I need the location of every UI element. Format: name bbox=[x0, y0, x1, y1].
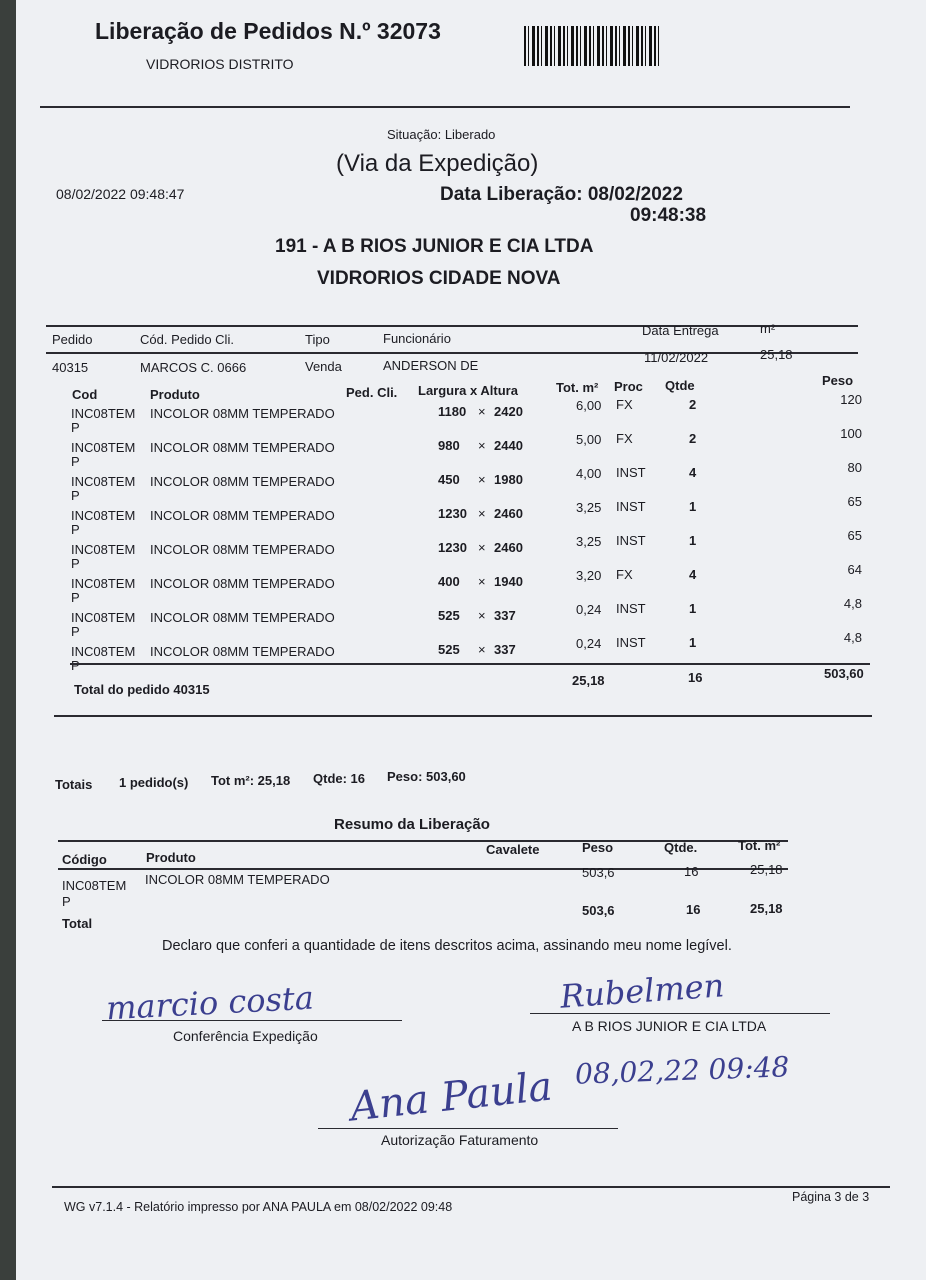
printed-datetime: 08/02/2022 09:48:47 bbox=[56, 186, 185, 202]
item-produto: INCOLOR 08MM TEMPERADO bbox=[150, 508, 335, 523]
footer-print-info: WG v7.1.4 - Relatório impresso por ANA PAULA em 08/02/2022 09:48 bbox=[64, 1200, 453, 1214]
item-tot-m2: 0,24 bbox=[576, 636, 602, 651]
footer-line bbox=[52, 1186, 890, 1188]
item-dimension-separator: × bbox=[478, 506, 486, 521]
release-time: 09:48:38 bbox=[630, 205, 707, 226]
item-altura: 1940 bbox=[494, 574, 523, 589]
item-altura: 2440 bbox=[494, 438, 523, 453]
item-peso: 65 bbox=[847, 494, 862, 509]
item-peso: 65 bbox=[847, 528, 862, 543]
item-produto: INCOLOR 08MM TEMPERADO bbox=[150, 644, 335, 659]
order-header-line bbox=[46, 352, 858, 354]
footer-page-number: Página 3 de 3 bbox=[792, 1190, 870, 1204]
col-tipo: Tipo bbox=[305, 332, 330, 347]
item-altura: 2460 bbox=[494, 506, 523, 521]
item-altura: 1980 bbox=[494, 472, 523, 487]
header-divider bbox=[40, 106, 850, 108]
item-tot-m2: 3,25 bbox=[576, 534, 602, 549]
item-largura: 525 bbox=[438, 642, 460, 657]
item-tot-m2: 4,00 bbox=[576, 466, 602, 481]
item-proc: INST bbox=[616, 465, 646, 480]
item-proc: INST bbox=[616, 499, 646, 514]
item-dimension-separator: × bbox=[478, 608, 486, 623]
item-cod: INC08TEM bbox=[71, 610, 136, 625]
item-tot-m2: 5,00 bbox=[576, 432, 602, 447]
item-cod-suffix: P bbox=[71, 454, 80, 469]
conferencia-signature-line bbox=[102, 1020, 402, 1021]
item-cod-suffix: P bbox=[71, 590, 80, 605]
item-tot-m2: 0,24 bbox=[576, 602, 602, 617]
resumo-col-qtde: Qtde. bbox=[664, 840, 698, 855]
resumo-col-cavalete: Cavalete bbox=[486, 842, 540, 857]
item-qtde: 1 bbox=[689, 499, 697, 514]
document-title: Liberação de Pedidos N.º 32073 bbox=[95, 18, 441, 44]
item-largura: 450 bbox=[438, 472, 460, 487]
item-cod: INC08TEM bbox=[71, 474, 136, 489]
item-proc: INST bbox=[616, 533, 646, 548]
resumo-total-peso: 503,6 bbox=[582, 903, 615, 918]
item-cod-suffix: P bbox=[71, 624, 80, 639]
item-produto: INCOLOR 08MM TEMPERADO bbox=[150, 610, 335, 625]
items-col-proc: Proc bbox=[614, 379, 643, 394]
item-cod-suffix: P bbox=[71, 658, 80, 673]
totals-m2: Tot m²: 25,18 bbox=[211, 773, 291, 788]
item-produto: INCOLOR 08MM TEMPERADO bbox=[150, 440, 335, 455]
item-tot-m2: 6,00 bbox=[576, 398, 602, 413]
item-peso: 120 bbox=[840, 392, 862, 407]
resumo-total-label: Total bbox=[62, 916, 93, 931]
item-qtde: 2 bbox=[689, 397, 697, 412]
items-col-dimensions: Largura x Altura bbox=[418, 383, 518, 398]
resumo-col-tot-m2: Tot. m² bbox=[738, 838, 781, 853]
conferencia-label: Conferência Expedição bbox=[173, 1028, 318, 1044]
col-pedido: Pedido bbox=[52, 332, 93, 347]
client-signature: Rubelmen bbox=[558, 966, 726, 1016]
item-altura: 2460 bbox=[494, 540, 523, 555]
item-cod: INC08TEM bbox=[71, 542, 136, 557]
resumo-total-tot: 25,18 bbox=[750, 901, 783, 916]
order-total-qtde: 16 bbox=[688, 670, 703, 685]
item-altura: 2420 bbox=[494, 404, 523, 419]
order-total-label: Total do pedido 40315 bbox=[74, 682, 210, 697]
declaration-text: Declaro que conferi a quantidade de itens descritos acima, assinando meu nome legível. bbox=[162, 938, 732, 954]
order-type: Venda bbox=[305, 359, 342, 374]
totals-label: Totais bbox=[55, 777, 93, 792]
item-dimension-separator: × bbox=[478, 472, 486, 487]
items-col-produto: Produto bbox=[150, 387, 200, 402]
item-proc: FX bbox=[616, 431, 633, 446]
autorizacao-signature-line bbox=[318, 1128, 618, 1129]
release-date: Data Liberação: 08/02/2022 bbox=[440, 184, 683, 205]
item-dimension-separator: × bbox=[478, 438, 486, 453]
order-number: 40315 bbox=[52, 360, 89, 375]
items-col-ped-cli: Ped. Cli. bbox=[346, 385, 398, 400]
item-peso: 80 bbox=[847, 460, 862, 475]
item-qtde: 4 bbox=[689, 465, 697, 480]
item-proc: FX bbox=[616, 397, 633, 412]
autorizacao-signature: Ana Paula bbox=[348, 1063, 555, 1131]
resumo-col-produto: Produto bbox=[146, 850, 196, 865]
resumo-row-tot: 25,18 bbox=[750, 862, 783, 877]
item-cod-suffix: P bbox=[71, 420, 80, 435]
order-total-m2: 25,18 bbox=[572, 673, 605, 688]
items-col-cod: Cod bbox=[72, 387, 98, 402]
resumo-col-codigo: Código bbox=[62, 852, 107, 867]
order-client-code: MARCOS C. 0666 bbox=[140, 360, 247, 375]
col-cod-pedido-cli: Cód. Pedido Cli. bbox=[140, 332, 234, 347]
order-employee: ANDERSON DE bbox=[383, 358, 479, 373]
resumo-row-produto: INCOLOR 08MM TEMPERADO bbox=[145, 872, 330, 887]
item-tot-m2: 3,20 bbox=[576, 568, 602, 583]
order-table-top-line bbox=[46, 325, 858, 327]
item-proc: FX bbox=[616, 567, 633, 582]
client-store: VIDRORIOS CIDADE NOVA bbox=[317, 268, 561, 289]
item-qtde: 4 bbox=[689, 567, 697, 582]
item-proc: INST bbox=[616, 601, 646, 616]
item-proc: INST bbox=[616, 635, 646, 650]
order-total-peso: 503,60 bbox=[824, 666, 864, 681]
resumo-header-line bbox=[58, 868, 788, 870]
item-peso: 64 bbox=[847, 562, 862, 577]
resumo-total-qtde: 16 bbox=[686, 902, 701, 917]
item-largura: 400 bbox=[438, 574, 460, 589]
col-funcionario: Funcionário bbox=[383, 331, 451, 346]
item-cod: INC08TEM bbox=[71, 508, 136, 523]
item-peso: 100 bbox=[840, 426, 862, 441]
item-cod: INC08TEM bbox=[71, 440, 136, 455]
resumo-row-cod: INC08TEM bbox=[62, 878, 127, 893]
item-qtde: 1 bbox=[689, 533, 697, 548]
item-peso: 4,8 bbox=[843, 630, 862, 645]
resumo-col-peso: Peso bbox=[582, 840, 614, 855]
item-largura: 525 bbox=[438, 608, 460, 623]
order-section-bottom-line bbox=[54, 715, 872, 717]
col-m2: m² bbox=[760, 321, 776, 336]
conferencia-signature: marcio costa bbox=[105, 978, 315, 1028]
item-cod-suffix: P bbox=[71, 556, 80, 571]
order-delivery-date: 11/02/2022 bbox=[644, 350, 709, 365]
via-label: (Via da Expedição) bbox=[336, 150, 539, 177]
item-produto: INCOLOR 08MM TEMPERADO bbox=[150, 406, 335, 421]
item-cod: INC08TEM bbox=[71, 576, 136, 591]
resumo-row-peso: 503,6 bbox=[582, 865, 615, 880]
client-label: A B RIOS JUNIOR E CIA LTDA bbox=[572, 1018, 767, 1034]
item-tot-m2: 3,25 bbox=[576, 500, 602, 515]
resumo-row-cod-suffix: P bbox=[62, 894, 71, 909]
item-dimension-separator: × bbox=[478, 574, 486, 589]
barcode bbox=[524, 26, 662, 66]
item-largura: 1230 bbox=[438, 506, 467, 521]
item-altura: 337 bbox=[494, 608, 516, 623]
items-col-peso: Peso bbox=[822, 373, 854, 388]
item-cod: INC08TEM bbox=[71, 406, 136, 421]
totals-pedidos: 1 pedido(s) bbox=[119, 775, 189, 790]
handwritten-datetime: 08,02,22 09:48 bbox=[574, 1050, 790, 1091]
items-col-qtde: Qtde bbox=[665, 378, 695, 393]
resumo-title: Resumo da Liberação bbox=[334, 816, 490, 833]
item-cod: INC08TEM bbox=[71, 644, 136, 659]
client-signature-line bbox=[530, 1013, 830, 1014]
items-total-line bbox=[70, 663, 870, 665]
resumo-row-qtde: 16 bbox=[684, 864, 699, 879]
item-produto: INCOLOR 08MM TEMPERADO bbox=[150, 474, 335, 489]
item-dimension-separator: × bbox=[478, 642, 486, 657]
item-peso: 4,8 bbox=[843, 596, 862, 611]
item-cod-suffix: P bbox=[71, 522, 80, 537]
item-produto: INCOLOR 08MM TEMPERADO bbox=[150, 542, 335, 557]
item-largura: 1180 bbox=[438, 404, 467, 419]
item-qtde: 1 bbox=[689, 601, 697, 616]
col-data-entrega: Data Entrega bbox=[642, 323, 719, 338]
client-name: 191 - A B RIOS JUNIOR E CIA LTDA bbox=[275, 236, 594, 257]
autorizacao-label: Autorização Faturamento bbox=[381, 1132, 539, 1148]
item-largura: 1230 bbox=[438, 540, 467, 555]
item-qtde: 2 bbox=[689, 431, 697, 446]
item-produto: INCOLOR 08MM TEMPERADO bbox=[150, 576, 335, 591]
company-name: VIDRORIOS DISTRITO bbox=[146, 56, 294, 72]
totals-peso: Peso: 503,60 bbox=[387, 769, 466, 784]
item-dimension-separator: × bbox=[478, 540, 486, 555]
item-cod-suffix: P bbox=[71, 488, 80, 503]
item-altura: 337 bbox=[494, 642, 516, 657]
totals-qtde: Qtde: 16 bbox=[313, 771, 366, 786]
items-col-tot-m2: Tot. m² bbox=[556, 380, 599, 395]
item-largura: 980 bbox=[438, 438, 460, 453]
item-dimension-separator: × bbox=[478, 404, 486, 419]
status-text: Situação: Liberado bbox=[387, 127, 496, 142]
item-qtde: 1 bbox=[689, 635, 697, 650]
order-m2: 25,18 bbox=[760, 347, 793, 362]
